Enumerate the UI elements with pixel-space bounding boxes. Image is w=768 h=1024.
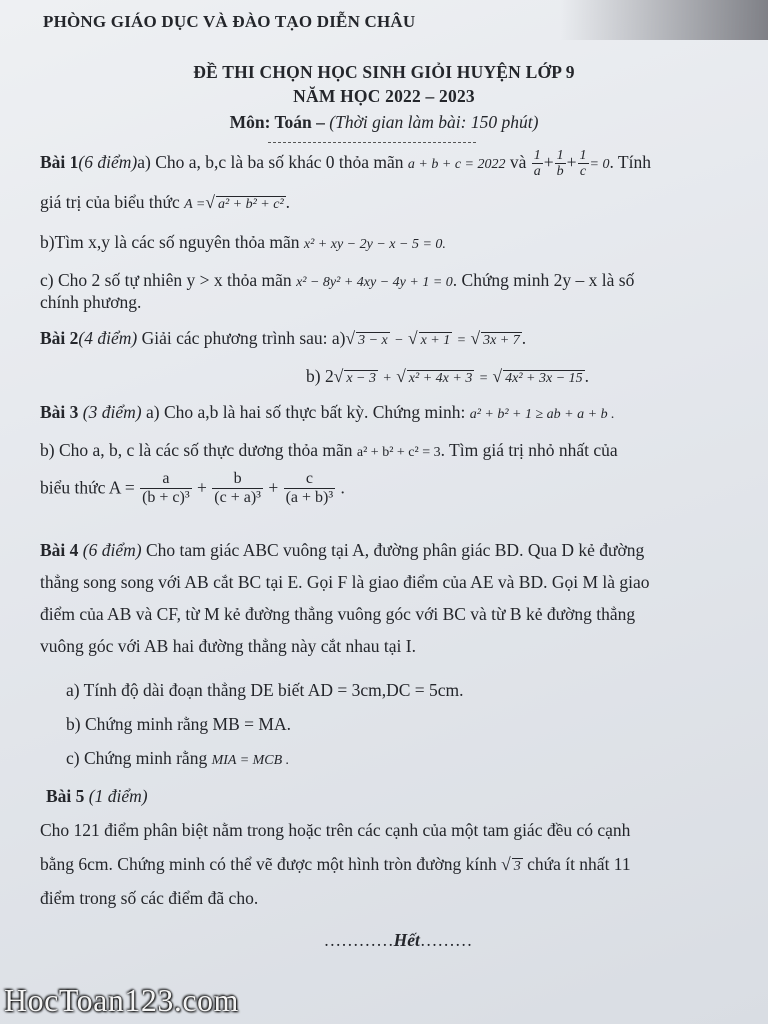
plus-sign: + <box>268 477 279 498</box>
bai4-line3: điểm của AB và CF, từ M kẻ đường thẳng vuông góc với BC và từ B kẻ đường thẳng <box>40 604 636 624</box>
bai5-line2 <box>40 854 631 875</box>
frac-den: a <box>533 164 541 180</box>
bai2-b-plus: + <box>382 371 392 386</box>
bai1-a-tail: . Tính <box>609 151 651 172</box>
frac-num: a <box>140 470 192 489</box>
bai4-label: Bài 4 <box>40 540 79 560</box>
fraction-1-over-a <box>532 148 543 180</box>
bai3-label: Bài 3 <box>40 402 79 422</box>
bai1-c-tail: . Chứng minh 2y – x là số <box>452 270 635 290</box>
frac-den: c <box>579 164 587 180</box>
plus-sign: + <box>197 477 207 498</box>
bai1-c-line1 <box>40 270 634 291</box>
bai1-a-expr-root: a² + b² + c² <box>217 197 284 212</box>
bai4-qc <box>66 748 289 769</box>
bai1-b-line <box>40 232 446 253</box>
bai1-a-line2-text: giá trị của biểu thức <box>40 192 180 212</box>
school-year: NĂM HỌC 2022 – 2023 <box>293 86 475 106</box>
fraction-b <box>212 470 263 506</box>
bai4-qc-expr: MIA = MCB . <box>211 753 290 768</box>
bai3-a-text: a) Cho a,b là hai số thực bất kỳ. Chứng minh: <box>145 402 466 422</box>
bai1-b-text: b)Tìm x,y là các số nguyên thỏa mãn <box>40 232 300 252</box>
sqrt-sign: √ <box>396 366 406 386</box>
bai4-line1-text: Cho tam giác ABC vuông tại A, đường phân giác BD. Qua D kẻ đường <box>145 540 645 560</box>
frac-den: (c + a)³ <box>214 488 261 506</box>
bai2-b-end: . <box>584 366 590 386</box>
sqrt-sign: √ <box>333 366 344 386</box>
frac-num: b <box>212 470 263 489</box>
bai5-line2-root: 3 <box>513 859 521 874</box>
bai5-line1: Cho 121 điểm phân biệt nằm trong hoặc trên các cạnh của một tam giác đều có cạnh <box>40 820 631 840</box>
bai1-c-text: c) Cho 2 số tự nhiên y > x thỏa mãn <box>40 270 292 290</box>
bai2-a-eq: = <box>456 333 467 348</box>
bai5-line3: điểm trong số các điểm đã cho. <box>40 888 259 908</box>
bai2-b-line <box>306 366 589 387</box>
sqrt-sign: √ <box>345 328 356 348</box>
bai4-line4: vuông góc với AB hai đường thẳng này cắt nhau tại I. <box>40 636 416 656</box>
frac-num: 1 <box>556 148 564 163</box>
bai2-b-root2: x² + 4x + 3 <box>408 371 473 386</box>
header-divider <box>268 142 476 143</box>
department-text: PHÒNG GIÁO DỤC VÀ ĐÀO TẠO DIỄN CHÂU <box>43 12 416 31</box>
end-dots-left: ………… <box>323 930 394 950</box>
bai2-a-minus: − <box>394 333 404 348</box>
fraction-a <box>140 470 192 506</box>
bai5-points: (1 điểm) <box>88 786 148 806</box>
bai3-b-text: b) Cho a, b, c là các số thực dương thỏa mãn <box>40 440 353 460</box>
frac-den: (b + c)³ <box>142 488 190 506</box>
exam-title: ĐỀ THI CHỌN HỌC SINH GIỎI HUYỆN LỚP 9 <box>193 62 575 82</box>
bai2-text: Giải các phương trình sau: a) <box>141 328 346 348</box>
sqrt-sign: √ <box>492 366 503 386</box>
bai3-points: (3 điểm) <box>82 402 142 422</box>
bai3-b-line <box>40 440 618 461</box>
sqrt-sign: √ <box>470 328 481 348</box>
sqrt-sign: √ <box>407 328 418 348</box>
bai1-a-expr-lhs: A = <box>184 197 206 212</box>
bai2-a-root1: 3 − x <box>358 333 388 348</box>
bai5-line2-b: chứa ít nhất 11 <box>527 854 631 874</box>
frac-den: (a + b)³ <box>285 488 334 506</box>
bai1-points: (6 điểm) <box>78 151 138 172</box>
bai2-label: Bài 2 <box>40 328 79 348</box>
bai1-a-text: a) Cho a, b,c là ba số khác 0 thỏa mãn <box>137 151 404 172</box>
bai2-b-eq: = <box>478 371 489 386</box>
frac-num: 1 <box>579 148 587 163</box>
subject-line <box>0 112 768 133</box>
bai2-line1 <box>40 328 526 349</box>
bai1-label: Bài 1 <box>40 151 79 172</box>
bai2-a-end: . <box>521 328 527 348</box>
end-marker <box>14 930 768 951</box>
bai1-a-line2: giá trị của biểu thức A =√ a² + b² + c² . <box>40 192 291 212</box>
bai4-line2: thẳng song song với AB cắt BC tại E. Gọi F là giao điểm của AE và BD. Gọi M là giao <box>40 572 650 592</box>
bai3-b-cond: a² + b² + c² = 3 <box>356 445 441 460</box>
bai5-label: Bài 5 <box>46 786 85 806</box>
frac-num: c <box>284 470 336 489</box>
end-word: Hết <box>393 930 420 950</box>
fraction-c <box>284 470 336 506</box>
bai4-qc-text: c) Chứng minh rằng <box>66 748 208 768</box>
frac-den: b <box>556 164 564 180</box>
photo-shadow <box>560 0 768 40</box>
bai4-qa: a) Tính độ dài đoạn thẳng DE biết AD = 3cm,DC = 5cm. <box>66 680 464 700</box>
bai4-qb: b) Chứng minh rằng MB = MA. <box>66 714 291 734</box>
bai1-a-eq1: a + b + c = 2022 <box>407 156 506 172</box>
bai1-c-line2: chính phương. <box>40 292 142 312</box>
fraction-1-over-b <box>555 148 566 180</box>
bai3-a-line <box>40 402 615 423</box>
bai1-a-and: và <box>509 151 527 172</box>
frac-num: 1 <box>533 148 541 163</box>
bai5-line2-a: bằng 6cm. Chứng minh có thể vẽ được một hình tròn đường kính <box>40 854 497 874</box>
bai2-b-root3: 4x² + 3x − 15 <box>505 371 583 386</box>
time-limit: (Thời gian làm bài: 150 phút) <box>329 112 539 132</box>
sqrt-sign: √ <box>205 192 215 212</box>
bai4-points: (6 điểm) <box>82 540 142 560</box>
site-watermark: HocToan123.com <box>4 982 239 1018</box>
bai1-c-eq: x² − 8y² + 4xy − 4y + 1 = 0 <box>296 275 453 290</box>
bai4-line1 <box>40 540 644 561</box>
sqrt-sign: √ <box>501 854 511 874</box>
bai2-a-root3: 3x + 7 <box>483 333 520 348</box>
bai1-a-eq-tail: = 0 <box>589 156 610 172</box>
fraction-1-over-c <box>578 148 589 180</box>
bai3-a-ineq: a² + b² + 1 ≥ ab + a + b . <box>469 407 615 422</box>
subject-label: Môn: Toán – <box>229 112 325 132</box>
bai1-b-eq: x² + xy − 2y − x − 5 = 0. <box>303 237 446 252</box>
bai2-b-label: b) 2 <box>306 366 334 386</box>
bai2-a-root2: x + 1 <box>420 333 451 348</box>
end-dots-right: ……… <box>419 930 473 950</box>
department-name <box>43 12 415 32</box>
bai1-a-line1: Bài 1(6 điểm)a) Cho a, b,c là ba số khác 0 thỏa mãn a + b + c = 2022 và $\frac{1}{a}$ + $\frac{1}{b}$ + $\frac{1}{c}$ = 0. Tính <box>40 148 651 180</box>
bai3-b-tail: . Tìm giá trị nhỏ nhất của <box>440 440 618 460</box>
bai2-points: (4 điểm) <box>78 328 138 348</box>
bai2-b-root1: x − 3 <box>346 371 376 386</box>
bai3-end: . <box>340 477 345 498</box>
bai5-header <box>46 786 148 807</box>
bai3-expr-label: biểu thức A = <box>40 477 135 498</box>
bai3-expression <box>40 470 345 506</box>
